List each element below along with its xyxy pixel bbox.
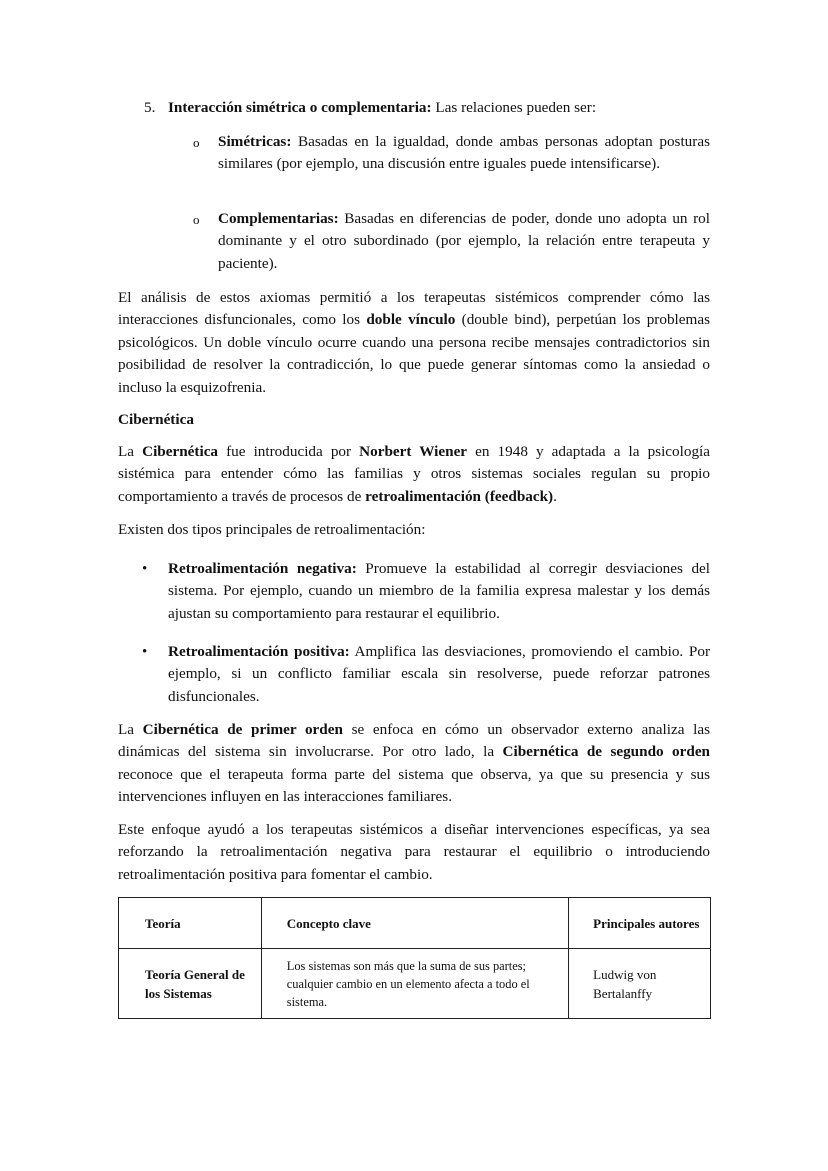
- table-header-row: [119, 898, 711, 949]
- circle-bullet-icon: o: [193, 135, 200, 150]
- paragraph-axiomas: [118, 287, 710, 399]
- item-number: 5.: [144, 99, 156, 116]
- text-run: fue introducida por: [218, 443, 360, 460]
- table-row: [119, 949, 711, 1019]
- bullet-dot-icon: •: [142, 561, 148, 577]
- subitem-title: Complementarias:: [218, 210, 339, 227]
- bold-term: Norbert Wiener: [359, 443, 468, 460]
- table-header-cell: Concepto clave: [261, 898, 568, 949]
- text-run: (double bind), perpetúan los problemas psicológicos. Un doble vínculo ocurre cuando una persona recibe mensajes contradictorios sin posibilidad de resolver la contradicción, lo que puede generar síntomas como la ansiedad o incluso la esquizofrenia.: [118, 311, 710, 396]
- bold-term: Cibernética de segundo orden: [502, 743, 711, 761]
- text-run: .: [553, 487, 557, 505]
- text-run: en 1948 y adaptada a la psicología sistémica para entender cómo las familias y otros sistemas sociales regulan su propio comportamiento a través de procesos de: [118, 443, 710, 505]
- bold-term: Cibernética de primer orden: [142, 721, 343, 738]
- numbered-item-5: [144, 97, 596, 119]
- text-run: La: [118, 443, 143, 460]
- circle-bullet-icon: o: [193, 212, 200, 227]
- bold-term: Cibernética: [142, 443, 219, 460]
- paragraph-enfoque: Este enfoque ayudó a los terapeutas sistémicos a diseñar intervenciones específicas, ya sea reforzando la retroalimentación negativa para restaurar el equilibrio o introduciendo retroalimentación positiva para fomentar el cambio.: [118, 821, 710, 883]
- bullet-retro-negativa: [168, 558, 710, 625]
- text-run: se enfoca en cómo un observador externo analiza las dinámicas del sistema sin involucrarse. Por otro lado, la: [118, 721, 710, 761]
- item-title: Interacción simétrica o complementaria:: [168, 99, 432, 116]
- item-text: Las relaciones pueden ser:: [431, 99, 597, 116]
- text-run: El análisis de estos axiomas permitió a los terapeutas sistémicos comprender cómo las interacciones disfuncionales, como los: [118, 289, 710, 329]
- bullet-text: Promueve la estabilidad al corregir desviaciones del sistema. Por ejemplo, cuando un miembro de la familia expresa malestar y los demás ajustan su comportamiento para restaurar el equilibrio.: [168, 560, 710, 622]
- bullet-title: Retroalimentación positiva:: [168, 643, 350, 660]
- text-run: reconoce que el terapeuta forma parte del sistema que observa, ya que su presencia y sus intervenciones influyen en las interacciones familiares.: [118, 765, 710, 806]
- bullet-text: Amplifica las desviaciones, promoviendo el cambio. Por ejemplo, si un conflicto familiar escala sin resolverse, puede reforzar patrones disfuncionales.: [168, 643, 710, 705]
- subitem-title: Simétricas:: [218, 133, 292, 150]
- subitem-complementarias: [218, 208, 710, 275]
- table-header-cell: Principales autores: [569, 898, 711, 949]
- table-cell: Teoría General de los Sistemas: [119, 949, 262, 1019]
- theories-table: [118, 897, 711, 1019]
- section-heading: Cibernética: [118, 411, 194, 428]
- table-cell: Los sistemas son más que la suma de sus partes; cualquier cambio en un elemento afecta a todo el sistema.: [261, 949, 568, 1019]
- subitem-simetricas: [218, 131, 710, 176]
- paragraph-orden: [118, 719, 710, 809]
- subitem-text: Basadas en diferencias de poder, donde uno adopta un rol dominante y el otro subordinado (por ejemplo, la relación entre terapeuta y paciente).: [218, 210, 710, 272]
- bullet-title: Retroalimentación negativa:: [168, 560, 357, 577]
- table-header-cell: Teoría: [119, 898, 262, 949]
- text-run: La: [118, 721, 143, 738]
- paragraph-cibernetica: [118, 441, 710, 508]
- bullet-retro-positiva: [168, 641, 710, 708]
- bold-term: doble vínculo: [366, 311, 456, 329]
- paragraph-tipos: Existen dos tipos principales de retroalimentación:: [118, 521, 426, 538]
- subitem-text: Basadas en la igualdad, donde ambas personas adoptan posturas similares (por ejemplo, una discusión entre iguales puede intensificarse).: [218, 133, 710, 173]
- bold-term: retroalimentación (feedback): [365, 487, 554, 505]
- bullet-dot-icon: •: [142, 644, 148, 660]
- table-cell: Ludwig von Bertalanffy: [569, 949, 711, 1019]
